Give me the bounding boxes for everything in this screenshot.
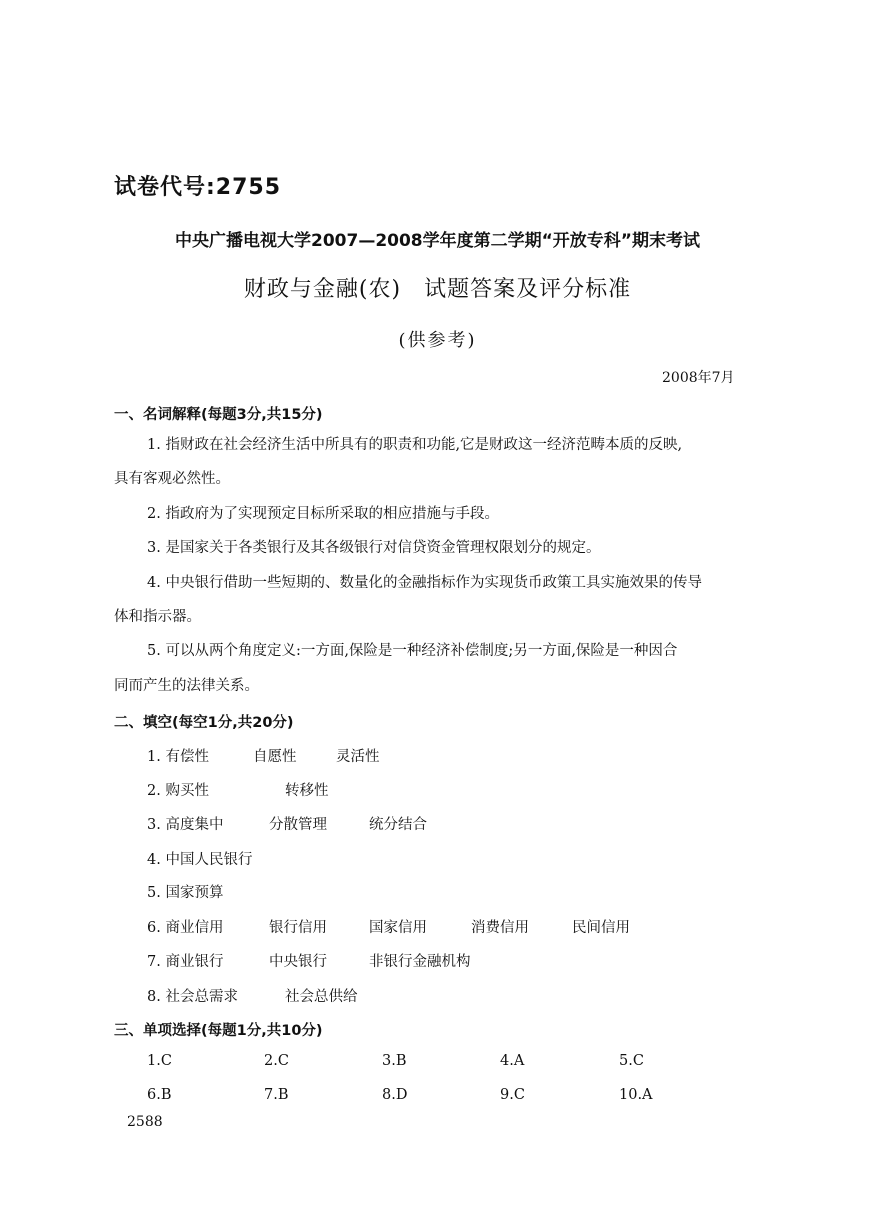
s3-answer: 9.C — [500, 1087, 525, 1103]
subtitle: (供参考) — [398, 330, 477, 351]
s2-blank: 消费信用 — [471, 920, 529, 936]
s2-blank: 转移性 — [285, 783, 329, 799]
s1-item-4-line1: 4. 中央银行借助一些短期的、数量化的金融指标作为实现货币政策工具实施效果的传导 — [147, 575, 702, 591]
s1-item-3: 3. 是国家关于各类银行及其各级银行对信贷资金管理权限划分的规定。 — [147, 540, 601, 556]
section-1-heading: 一、名词解释(每题3分,共15分) — [114, 407, 323, 423]
s2-blank: 8. 社会总需求 — [147, 989, 238, 1005]
s2-blank: 2. 购买性 — [147, 783, 209, 799]
s1-item-4-line2: 体和指示器。 — [114, 609, 201, 625]
s2-blank: 灵活性 — [336, 749, 380, 765]
s2-blank: 分散管理 — [269, 817, 327, 833]
s3-answer: 3.B — [382, 1053, 407, 1069]
s1-item-5-line2: 同而产生的法律关系。 — [114, 678, 259, 694]
s3-answer: 8.D — [382, 1087, 408, 1103]
s2-blank: 国家信用 — [369, 920, 427, 936]
s3-answer: 6.B — [147, 1087, 172, 1103]
s3-answer: 2.C — [264, 1053, 289, 1069]
s2-blank: 自愿性 — [253, 749, 297, 765]
s3-answer: 5.C — [619, 1053, 644, 1069]
s2-blank: 统分结合 — [369, 817, 427, 833]
s1-item-5-line1: 5. 可以从两个角度定义:一方面,保险是一种经济补偿制度;另一方面,保险是一种因合 — [147, 643, 678, 659]
page-number: 2588 — [127, 1114, 163, 1130]
s2-blank: 非银行金融机构 — [369, 954, 471, 970]
s2-blank: 7. 商业银行 — [147, 954, 224, 970]
exam-date: 2008年7月 — [662, 370, 735, 386]
s2-blank: 1. 有偿性 — [147, 749, 209, 765]
s2-blank: 5. 国家预算 — [147, 885, 224, 901]
s1-item-2: 2. 指政府为了实现预定目标所采取的相应措施与手段。 — [147, 506, 499, 522]
s1-item-1-line2: 具有客观必然性。 — [114, 471, 230, 487]
section-3-heading: 三、单项选择(每题1分,共10分) — [114, 1023, 323, 1039]
section-2-heading: 二、填空(每空1分,共20分) — [114, 715, 294, 731]
s3-answer: 7.B — [264, 1087, 289, 1103]
s2-blank: 民间信用 — [572, 920, 630, 936]
exam-title: 中央广播电视大学2007—2008学年度第二学期“开放专科”期末考试 — [175, 231, 700, 251]
paper-title: 财政与金融(农) 试题答案及评分标准 — [243, 277, 632, 302]
s2-blank: 6. 商业信用 — [147, 920, 224, 936]
s2-blank: 社会总供给 — [285, 989, 358, 1005]
s3-answer: 10.A — [619, 1087, 653, 1103]
s2-blank: 3. 高度集中 — [147, 817, 224, 833]
s1-item-1-line1: 1. 指财政在社会经济生活中所具有的职责和功能,它是财政这一经济范畴本质的反映, — [147, 437, 683, 453]
s3-answer: 1.C — [147, 1053, 172, 1069]
s2-blank: 中央银行 — [269, 954, 327, 970]
paper-code: 试卷代号:2755 — [114, 175, 282, 200]
s3-answer: 4.A — [500, 1053, 525, 1069]
s2-blank: 4. 中国人民银行 — [147, 852, 253, 868]
s2-blank: 银行信用 — [269, 920, 327, 936]
